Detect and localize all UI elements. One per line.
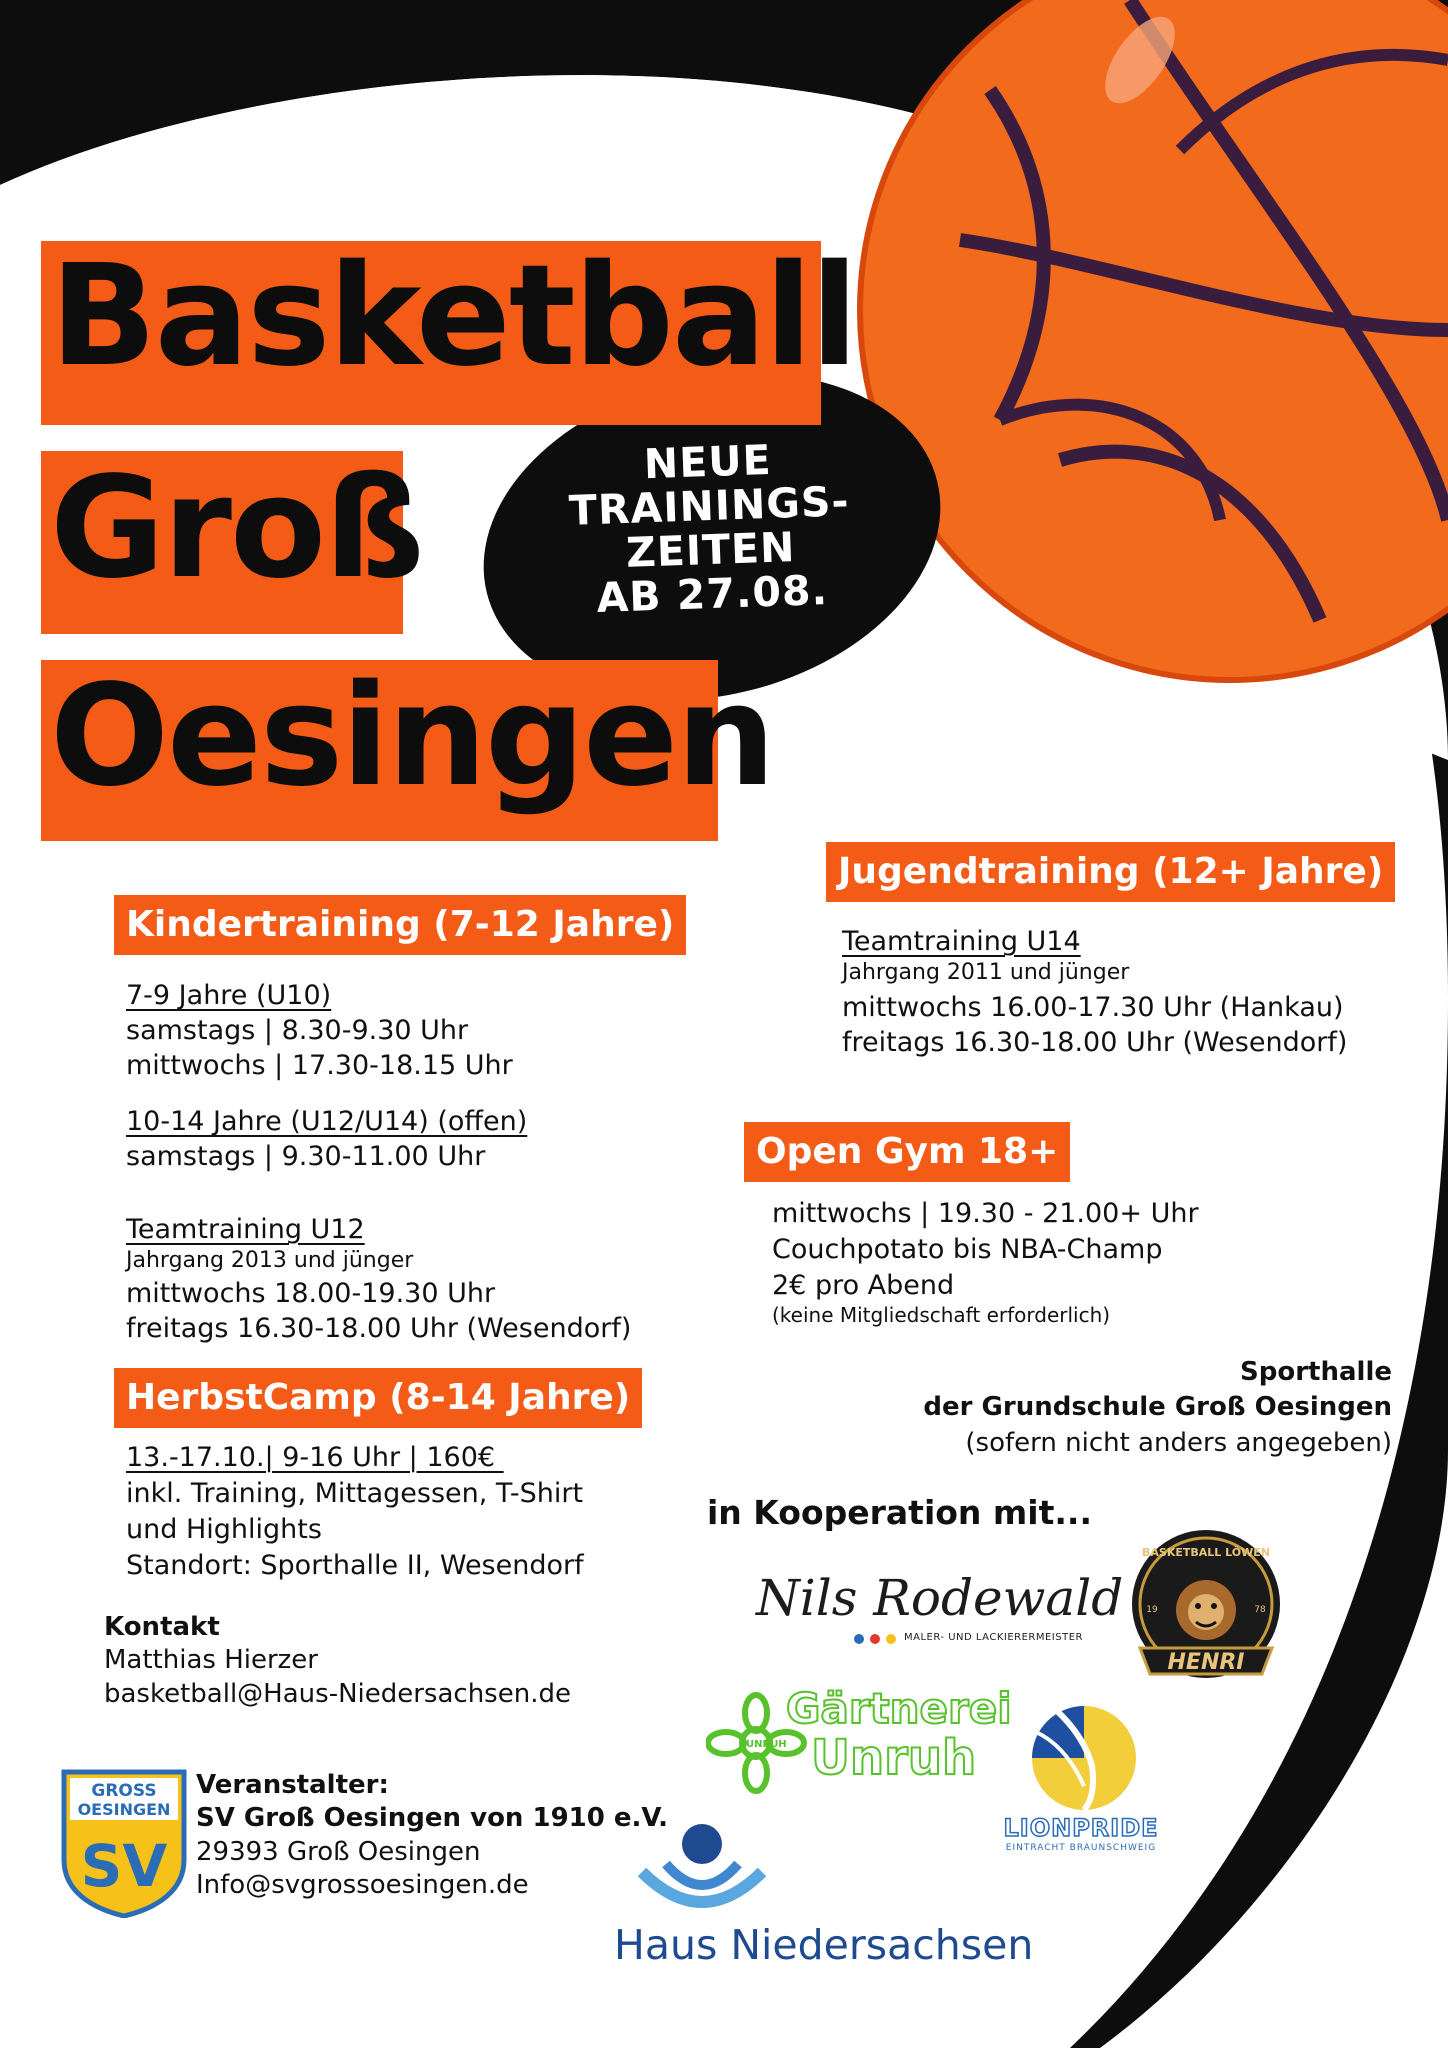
title-oesingen: Oesingen <box>50 655 774 818</box>
team-u12-title: Teamtraining U12 <box>126 1214 365 1245</box>
title-gross: Groß <box>50 447 423 610</box>
sv-logo-top: GROSS <box>91 1781 157 1801</box>
team-u12-line-2: freitags 16.30-18.00 Uhr (Wesendorf) <box>126 1313 632 1344</box>
lion-icon <box>1126 1528 1286 1688</box>
kindertraining-heading: Kindertraining (7-12 Jahre) <box>114 895 686 955</box>
sv-shield-icon <box>60 1768 188 1918</box>
gaertnerei-logo <box>706 1684 1012 1795</box>
lionpride-sub: EINTRACHT BRAUNSCHWEIG <box>1005 1843 1157 1853</box>
badge-text <box>557 435 863 621</box>
lionpride-icon <box>996 1696 1166 1826</box>
opengym-line-3: 2€ pro Abend <box>772 1270 955 1301</box>
haus-name: Haus Niedersachsen <box>614 1921 1034 1969</box>
gaertnerei-line-1: Gärtnerei <box>786 1684 1012 1733</box>
rodewald-dot-red <box>870 1634 880 1644</box>
herbstcamp-heading: HerbstCamp (8-14 Jahre) <box>114 1368 642 1428</box>
rodewald-sub: MALER- UND LACKIERERMEISTER <box>904 1632 1083 1643</box>
sv-logo <box>60 1768 188 1918</box>
veranstalter-city: 29393 Groß Oesingen <box>196 1837 481 1867</box>
venue-line-1: Sporthalle <box>1240 1357 1392 1387</box>
team-u12-sub: Jahrgang 2013 und jünger <box>126 1248 414 1273</box>
u10-title: 7-9 Jahre (U10) <box>126 980 332 1011</box>
team-u14-sub: Jahrgang 2011 und jünger <box>842 960 1130 985</box>
badge-line-4: AB 27.08. <box>595 565 829 622</box>
lionpride-name: LIONPRIDE <box>1003 1814 1159 1842</box>
badge-line-3: ZEITEN <box>625 523 797 577</box>
veranstalter-email[interactable]: Info@svgrossoesingen.de <box>196 1870 529 1900</box>
u12-title: 10-14 Jahre (U12/U14) (offen) <box>126 1106 528 1137</box>
kontakt-email[interactable]: basketball@Haus-Niedersachsen.de <box>104 1679 571 1709</box>
loewen-logo <box>1126 1528 1286 1688</box>
herbstcamp-line-2: inkl. Training, Mittagessen, T-Shirt <box>126 1478 584 1509</box>
haus-niedersachsen-icon <box>614 1822 1034 1922</box>
venue-line-3: (sofern nicht anders angegeben) <box>965 1428 1392 1458</box>
opengym-heading: Open Gym 18+ <box>744 1122 1070 1182</box>
kontakt-heading: Kontakt <box>104 1612 220 1642</box>
opengym-line-1: mittwochs | 19.30 - 21.00+ Uhr <box>772 1198 1199 1229</box>
rodewald-dot-yellow <box>886 1634 896 1644</box>
kontakt-name: Matthias Hierzer <box>104 1645 318 1675</box>
badge-line-2: TRAININGS- <box>568 477 851 535</box>
herbstcamp-line-4: Standort: Sporthalle II, Wesendorf <box>126 1550 584 1581</box>
u12-line-1: samstags | 9.30-11.00 Uhr <box>126 1141 486 1172</box>
title-basketball: Basketball <box>50 235 857 398</box>
kooperation-heading: in Kooperation mit... <box>707 1493 1092 1532</box>
loewen-year-left: 19 <box>1146 1605 1158 1615</box>
loewen-year-right: 78 <box>1254 1605 1266 1615</box>
veranstalter-label: Veranstalter: <box>196 1770 389 1800</box>
rodewald-logo <box>756 1569 1124 1650</box>
venue-line-2: der Grundschule Groß Oesingen <box>923 1392 1392 1422</box>
opengym-line-2: Couchpotato bis NBA-Champ <box>772 1234 1163 1265</box>
opengym-line-4: (keine Mitgliedschaft erforderlich) <box>772 1303 1111 1327</box>
loewen-arc: BASKETBALL LÖWEN <box>1142 1546 1270 1559</box>
badge-line-1: NEUE <box>643 435 773 489</box>
veranstalter-club: SV Groß Oesingen von 1910 e.V. <box>196 1803 669 1833</box>
sv-logo-sv: SV <box>80 1832 168 1900</box>
rodewald-dot-blue <box>854 1634 864 1644</box>
team-u12-line-1: mittwochs 18.00-19.30 Uhr <box>126 1278 496 1309</box>
haus-niedersachsen-logo <box>614 1822 1034 1972</box>
gaertnerei-mark: UNRUH <box>746 1739 787 1750</box>
team-u14-line-2: freitags 16.30-18.00 Uhr (Wesendorf) <box>842 1027 1348 1058</box>
loewen-name: HENRI <box>1167 1650 1245 1675</box>
u10-line-2: mittwochs | 17.30-18.15 Uhr <box>126 1050 513 1081</box>
jugendtraining-heading: Jugendtraining (12+ Jahre) <box>826 842 1395 902</box>
team-u14-title: Teamtraining U14 <box>842 926 1081 957</box>
herbstcamp-line-1: 13.-17.10.| 9-16 Uhr | 160€ <box>126 1442 504 1473</box>
sv-logo-mid: OESINGEN <box>77 1800 171 1819</box>
team-u14-line-1: mittwochs 16.00-17.30 Uhr (Hankau) <box>842 992 1344 1023</box>
rodewald-name: Nils Rodewald <box>756 1569 1124 1627</box>
herbstcamp-line-3: und Highlights <box>126 1514 322 1545</box>
u10-line-1: samstags | 8.30-9.30 Uhr <box>126 1015 469 1046</box>
gaertnerei-line-2: Unruh <box>811 1730 977 1786</box>
